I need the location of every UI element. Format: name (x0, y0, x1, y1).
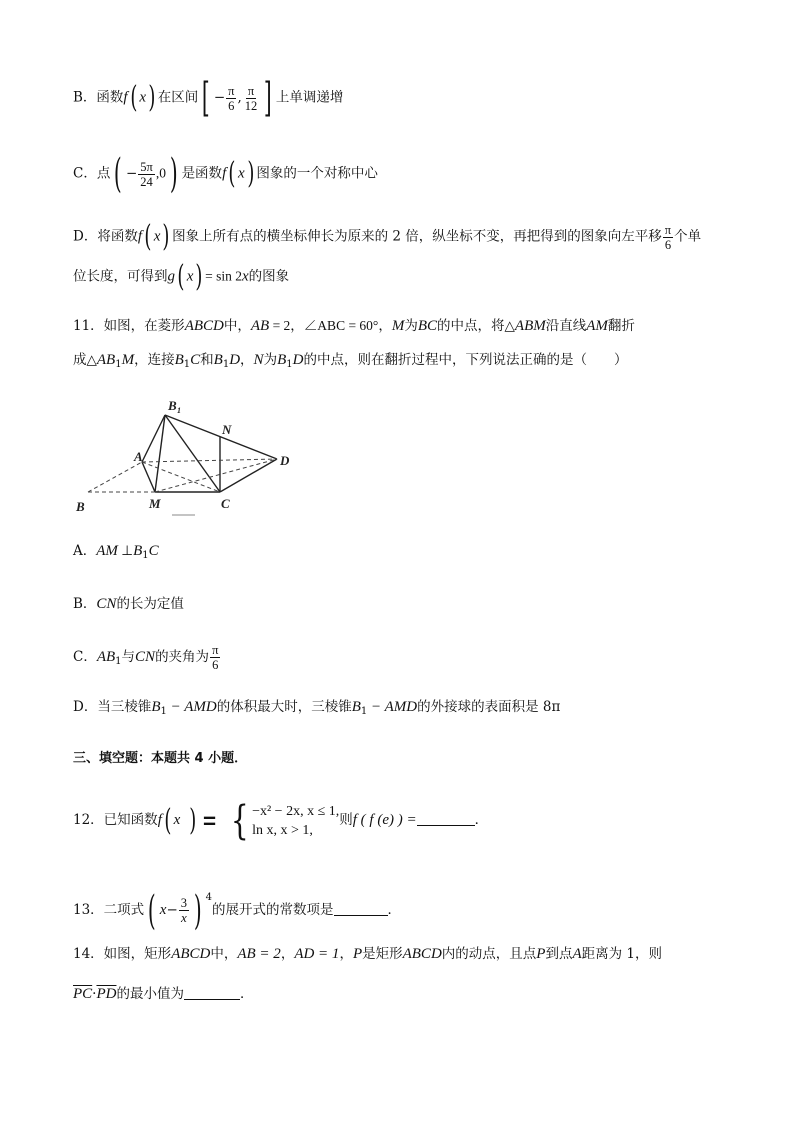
fraction (179, 896, 189, 925)
denominator: 6 (228, 98, 235, 113)
text: 到点 (545, 946, 573, 962)
text: 沿直线 (545, 318, 587, 334)
minus: − (213, 89, 226, 106)
numerator: 3 (180, 896, 188, 910)
denominator: 24 (140, 174, 153, 189)
equation: = sin 2 (205, 268, 242, 284)
paren: ( (228, 156, 236, 191)
paren: ( (148, 887, 156, 934)
math: B (133, 543, 143, 559)
text: ． (474, 812, 489, 828)
text: 内的动点，且点 (441, 946, 537, 962)
q11-option-b (73, 594, 184, 614)
label-d: D (280, 453, 290, 468)
func-f: f (157, 812, 162, 828)
paren: ( (129, 80, 137, 115)
vector-pc: $\overline{PC}$ (73, 986, 93, 1002)
option-label: B． (73, 596, 97, 612)
text: ． (239, 986, 254, 1002)
text: 图象上所有点的横坐标伸长为原来的 2 倍，纵坐标不变，再把得到的图象向左平移 (172, 228, 662, 245)
math: AD = 1 (294, 946, 340, 962)
math: D (229, 352, 241, 368)
option-d-label: D．将函数 (73, 228, 138, 245)
math: B (277, 352, 287, 368)
text: 是矩形 (362, 946, 403, 962)
paren: ( (144, 219, 152, 254)
math: − AMD (367, 699, 418, 715)
text: 和 (200, 352, 214, 368)
answer-blank[interactable] (417, 825, 475, 826)
text: 图象的一个对称中心 (256, 165, 378, 182)
math: AB = 2 (237, 946, 281, 962)
edge-a-m (142, 462, 155, 492)
coord: ,0 (155, 165, 166, 181)
paren: ( (177, 259, 185, 294)
option-c (73, 151, 378, 197)
option-d-line2 (73, 259, 290, 294)
bracket: ] (264, 75, 272, 121)
option-label: C． (73, 649, 97, 665)
text: 的图象 (248, 268, 290, 285)
text: ， (240, 352, 254, 368)
math: C (190, 352, 201, 368)
text: 距离为 1，则 (581, 946, 663, 962)
math: M (391, 318, 405, 334)
text: 个单 (674, 228, 702, 245)
option-b-label: B．函数 (73, 89, 124, 106)
subscript: 1 (222, 359, 230, 370)
text: 的展开式的常数项是 (212, 902, 334, 918)
math: B (351, 699, 361, 715)
edge-c-d (220, 459, 277, 492)
paren: ( (164, 802, 172, 838)
math: P (536, 946, 546, 962)
text: 翻折 (607, 318, 635, 334)
subscript: 1 (115, 359, 122, 370)
subscript: 1 (160, 706, 167, 717)
minus: − (166, 902, 178, 918)
math: D (292, 352, 304, 368)
var-x: x (159, 902, 167, 918)
fraction (138, 160, 155, 189)
text: ， (339, 946, 353, 962)
math: AM (586, 318, 608, 334)
text: 的外接球的表面积是 8π (417, 699, 561, 715)
math: − AMD (166, 699, 217, 715)
denominator: 12 (244, 98, 258, 113)
text: 为 (263, 352, 278, 368)
math: = 2， (269, 318, 304, 333)
denominator: x (181, 910, 187, 925)
q11-option-c (73, 643, 221, 672)
text: 11．如图，在菱形 (73, 318, 185, 334)
text: 中， (210, 946, 238, 962)
math: M (121, 352, 135, 368)
math: AM (96, 543, 118, 559)
question-14-line2 (73, 984, 253, 1004)
paren: ) (169, 151, 178, 197)
math: P (352, 946, 363, 962)
question-11-line2 (73, 350, 627, 375)
dot: · (92, 986, 97, 1002)
geometry-figure (70, 395, 310, 525)
numerator: 5π (140, 159, 153, 174)
var-x: x (186, 268, 194, 285)
math: ⊥ (117, 543, 134, 558)
numerator: π (228, 83, 235, 98)
math: ∠ABC = 60°， (303, 318, 392, 333)
edge-b-a (88, 462, 142, 492)
paren: ( (114, 151, 123, 197)
var-x: x (153, 228, 161, 245)
paren: ) (162, 219, 170, 254)
option-label: D．当三棱锥 (73, 699, 152, 715)
math: CN (96, 596, 117, 612)
text: ，连接 (134, 352, 175, 368)
math: BC (417, 318, 438, 334)
math: C (148, 543, 159, 559)
math: N (253, 352, 264, 368)
text: 是函数 (181, 165, 223, 182)
subscript: 1 (360, 706, 368, 717)
fraction (210, 643, 220, 672)
label-c: C (221, 496, 230, 511)
func-f: f (137, 228, 142, 245)
text: 的最小值为 (116, 986, 184, 1002)
comma: , (237, 89, 242, 106)
edge-a-d (142, 459, 277, 462)
text: 为 (404, 318, 418, 334)
var-x: x (173, 812, 181, 828)
text: ． (387, 902, 402, 918)
math: B (174, 352, 184, 368)
math: AB (96, 649, 116, 665)
text: 的夹角为 (155, 649, 210, 665)
bracket: [ (202, 75, 210, 121)
var-x: x (237, 165, 245, 182)
func-f: f (222, 165, 227, 182)
text: 的长为定值 (116, 596, 184, 612)
text: 与 (121, 649, 136, 665)
math: ABCD (184, 318, 224, 334)
minus: − (125, 165, 138, 182)
numerator: π (664, 222, 672, 237)
edge-b1-d (165, 415, 277, 459)
text: 的体积最大时，三棱锥 (216, 699, 352, 715)
math: AB (96, 352, 116, 368)
text: 则 (339, 812, 353, 828)
question-14-line1 (73, 944, 662, 964)
math: A (572, 946, 582, 962)
section-heading: 三、填空题：本题共 4 小题． (73, 751, 248, 766)
math: CN (135, 649, 156, 665)
denominator: 6 (212, 658, 219, 672)
text: 位长度，可得到 (73, 268, 168, 285)
label-m: M (149, 496, 161, 511)
q11-option-d (73, 697, 560, 722)
brace: { (230, 797, 249, 844)
math: ABM (514, 318, 546, 334)
text: 在区间 (157, 89, 199, 106)
math: f ( f (e) ) = (352, 812, 417, 828)
text: 13．二项式 (73, 902, 145, 918)
case-2: ln x, x > 1, (252, 822, 313, 838)
option-label: A． (73, 543, 97, 559)
subscript: 1 (142, 550, 149, 561)
question-11-line1 (73, 316, 635, 336)
vector-pd: $\overline{PD}$ (96, 986, 117, 1002)
label-b1-sub: 1 (177, 406, 181, 415)
question-13 (73, 878, 402, 934)
text: 上单调递增 (275, 89, 344, 106)
text: ， (280, 946, 295, 962)
option-b (73, 75, 344, 121)
math: ABCD (402, 946, 442, 962)
subscript: 1 (286, 359, 293, 370)
subscript: 1 (183, 359, 191, 370)
text: 成△ (73, 352, 97, 368)
fraction (243, 84, 260, 113)
q11-option-a (73, 541, 159, 566)
math: B (151, 699, 161, 715)
math: B (213, 352, 223, 368)
math: ABCD (171, 946, 211, 962)
subscript: 1 (115, 656, 122, 667)
paren: ) (246, 156, 254, 191)
piecewise (252, 802, 339, 840)
label-b: B (76, 499, 85, 514)
paren: ) (195, 259, 203, 294)
var-x: x (241, 268, 249, 285)
text: 的中点，则在翻折过程中，下列说法正确的是（ ） (303, 352, 628, 368)
text: 的中点，将△ (437, 318, 515, 334)
numerator: π (247, 83, 255, 98)
denominator: 6 (664, 237, 672, 252)
answer-blank[interactable] (184, 999, 240, 1000)
option-c-label: C．点 (73, 165, 111, 182)
paren: ) (193, 887, 202, 934)
answer-blank[interactable] (334, 915, 388, 916)
label-a: A (134, 449, 143, 464)
label-b1: B (168, 398, 177, 413)
paren: ) (148, 80, 156, 115)
text: 中， (223, 318, 251, 334)
question-12 (73, 797, 489, 844)
fraction (663, 223, 673, 252)
case-1: −x² − 2x, x ≤ 1, (252, 803, 340, 819)
label-n: N (222, 422, 232, 437)
func-g: g (167, 268, 175, 285)
exponent: 4 (205, 892, 213, 903)
func-f: f (123, 89, 128, 106)
fraction (226, 84, 236, 113)
option-d (73, 219, 702, 254)
math: AB (250, 318, 270, 334)
paren: ) = (189, 802, 218, 838)
var-x: x (139, 89, 146, 106)
text: 14．如图，矩形 (73, 946, 172, 962)
text: 12．已知函数 (73, 812, 158, 828)
numerator: π (212, 643, 219, 657)
